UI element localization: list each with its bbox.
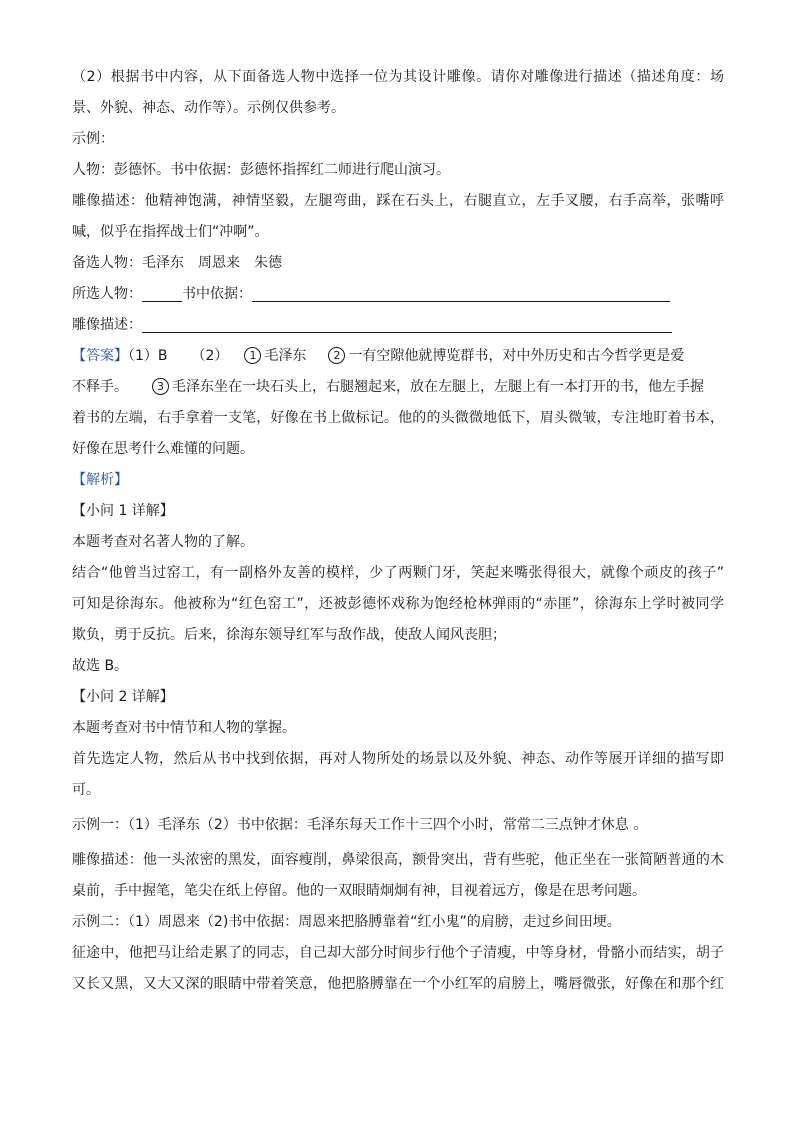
answer-a3-line-2: 着书的左端，右手拿着一支笔，好像在书上做标记。他的的头微微地低下，眉头微皱，专注地盯着书本，	[72, 410, 724, 426]
example-person: 人物：彭德怀。书中依据：彭德怀指挥红二师进行爬山演习。	[72, 162, 450, 178]
answer-tag: 【答案】	[72, 348, 128, 364]
example-description-line-2: 喊，似乎在指挥战士们“冲啊”。	[72, 224, 269, 240]
sub-question-1-paragraph-2-line-2: 可知是徐海东。他被称为“红色窑工”，还被彭德怀戏称为饱经枪林弹雨的“赤匪”，徐海东上学时被同学	[72, 596, 724, 612]
statue-description-blank[interactable]	[142, 314, 672, 333]
document-page	[72, 62, 724, 1000]
candidate-mao: 毛泽东	[142, 255, 184, 271]
book-basis-blank[interactable]	[252, 283, 670, 302]
selected-person-line	[72, 279, 724, 310]
answer-a2-line-1: 一有空隙他就博览群书，对中外历史和古今哲学更是爱	[348, 348, 685, 364]
candidates-label: 备选人物：	[72, 255, 142, 271]
candidate-zhou: 周恩来	[198, 255, 240, 271]
book-basis-label: 书中依据：	[182, 286, 252, 302]
sub-question-1-paragraph-1: 本题考查对名著人物的了解。	[72, 534, 254, 550]
answer-line-2	[72, 372, 724, 403]
sub-question-1-paragraph-2-line-1: 结合“他曾当过窑工，有一副格外友善的模样，少了两颗门牙，笑起来嘴张得很大，就像个顽皮的孩子”	[72, 565, 724, 581]
example-2-line: 示例二：（1）周恩来（2)书中依据：周恩来把胳膊靠着“红小鬼”的肩膀，走过乡间田埂。	[72, 914, 621, 930]
circled-number-2: 2	[328, 347, 345, 364]
sub-question-1-paragraph-2-line-3: 欺负，勇于反抗。后来，徐海东领导红军与敌作战，使敌人闻风丧胆；	[72, 627, 506, 643]
sub-question-1-paragraph-3: 故选 B。	[72, 658, 129, 674]
question-2-intro-line-1: （2）根据书中内容，从下面备选人物中选择一位为其设计雕像。请你对雕像进行描述（描述角度：场	[72, 69, 724, 85]
sub-question-2-tag: 【小问 2 详解】	[72, 689, 174, 705]
answer-q2-label: （2）	[191, 348, 229, 364]
selected-person-label: 所选人物：	[72, 286, 142, 302]
sub-question-2-paragraph-1: 本题考查对书中情节和人物的掌握。	[72, 720, 296, 736]
candidate-zhu: 朱德	[254, 255, 282, 271]
example-2-description-line-2: 又长又黑，又大又深的眼睛中带着笑意，他把胳膊靠在一个小红军的肩膀上，嘴唇微张，好像在和那个红	[72, 976, 724, 992]
answer-a3-line-1: 毛泽东坐在一块石头上，右腿翘起来，放在左腿上，左腿上有一本打开的书，他左手握	[172, 379, 704, 395]
answer-a2-line-2: 不释手。	[72, 379, 128, 395]
example-1-line: 示例一：（1）毛泽东（2）书中依据：毛泽东每天工作十三四个小时，常常二三点钟才休息 。	[72, 817, 648, 833]
example-1-description-line-2: 桌前，手中握笔，笔尖在纸上停留。他的一双眼睛炯炯有神，目视着远方，像是在思考问题。	[72, 883, 646, 899]
circled-number-3: 3	[152, 378, 169, 395]
example-2-description-line-1: 征途中，他把马让给走累了的同志，自己却大部分时间步行他个子清瘦，中等身材，骨骼小而结实，胡子	[72, 945, 724, 961]
example-1-description-line-1: 雕像描述：他一头浓密的黑发，面容瘦削，鼻梁很高，额骨突出，背有些驼，他正坐在一张简陋普通的木	[72, 852, 724, 868]
question-2-intro-line-2: 景、外貌、神态、动作等）。示例仅供参考。	[72, 100, 345, 116]
answer-line-1	[72, 341, 724, 372]
analysis-tag: 【解析】	[72, 472, 128, 488]
statue-description-line	[72, 310, 724, 341]
sub-question-2-paragraph-2-line-1: 首先选定人物，然后从书中找到依据，再对人物所处的场景以及外貌、神态、动作等展开详细的描写即	[72, 751, 724, 767]
candidates-line	[72, 248, 724, 279]
sub-question-2-paragraph-2-line-2: 可。	[72, 782, 100, 798]
selected-person-blank[interactable]	[142, 283, 182, 302]
answer-q1: （1）B	[128, 348, 168, 364]
answer-a1: 毛泽东	[264, 348, 307, 364]
statue-description-label: 雕像描述：	[72, 317, 142, 333]
answer-a3-line-3: 好像在思考什么难懂的问题。	[72, 441, 254, 457]
example-description-line-1: 雕像描述：他精神饱满，神情坚毅，左腿弯曲，踩在石头上，右腿直立，左手叉腰，右手高举，张嘴呼	[72, 193, 724, 209]
example-label: 示例：	[72, 131, 114, 147]
circled-number-1: 1	[244, 347, 261, 364]
sub-question-1-tag: 【小问 1 详解】	[72, 503, 174, 519]
